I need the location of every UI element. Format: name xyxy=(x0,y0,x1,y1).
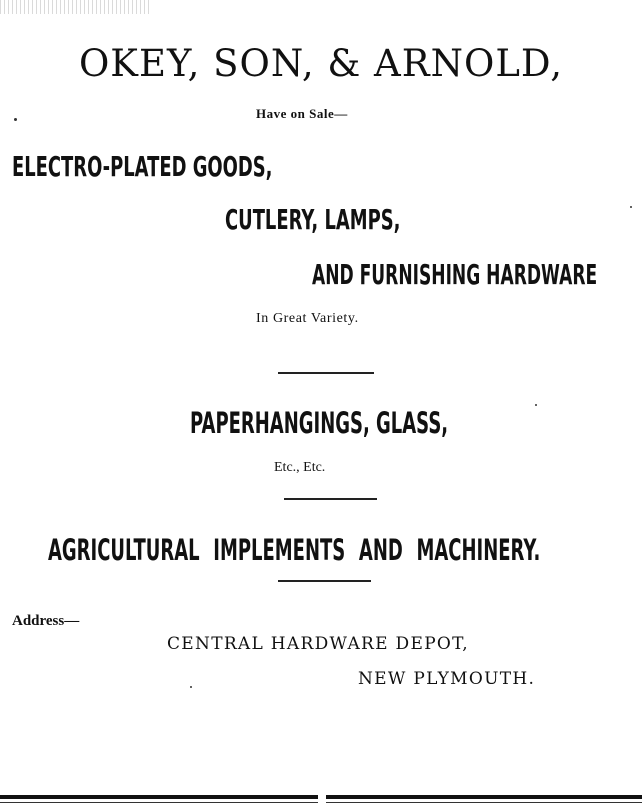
cutlery-lamps-text: CUTLERY, LAMPS, xyxy=(225,203,401,236)
electro-plated-goods-line xyxy=(12,150,419,184)
ink-speck xyxy=(14,118,17,121)
great-variety-label: In Great Variety. xyxy=(256,311,359,326)
paperhangings-glass-text: PAPERHANGINGS, GLASS, xyxy=(190,406,449,440)
ink-speck xyxy=(630,206,632,208)
address-label: Address— xyxy=(12,613,80,629)
scan-smudge xyxy=(0,0,150,14)
have-on-sale-label: Have on Sale— xyxy=(256,106,348,121)
address-line-plymouth: NEW PLYMOUTH. xyxy=(358,669,536,689)
divider-rule-2 xyxy=(284,498,377,500)
ink-speck xyxy=(535,404,537,406)
cutlery-lamps-line xyxy=(225,203,499,237)
paperhangings-glass-line xyxy=(190,406,606,441)
divider-rule-3 xyxy=(278,580,371,582)
bottom-border-rule xyxy=(0,790,642,809)
furnishing-hardware-text: AND FURNISHING HARDWARE xyxy=(312,258,598,291)
ink-speck xyxy=(190,686,192,688)
etc-label: Etc., Etc. xyxy=(274,460,326,475)
agricultural-implements-line xyxy=(48,533,642,568)
firm-name-heading: OKEY, SON, & ARNOLD, xyxy=(78,42,564,85)
bottom-thin-rule-left xyxy=(0,802,318,803)
address-line-depot: CENTRAL HARDWARE DEPOT, xyxy=(167,634,470,654)
bottom-rule-left xyxy=(0,795,318,799)
electro-plated-goods-text: ELECTRO-PLATED GOODS, xyxy=(12,150,273,183)
furnishing-hardware-line xyxy=(312,258,642,292)
bottom-thin-rule-right xyxy=(326,802,642,803)
divider-rule-1 xyxy=(278,372,374,374)
agricultural-implements-text: AGRICULTURAL IMPLEMENTS AND MACHINERY. xyxy=(48,533,541,567)
bottom-rule-right xyxy=(326,795,642,799)
